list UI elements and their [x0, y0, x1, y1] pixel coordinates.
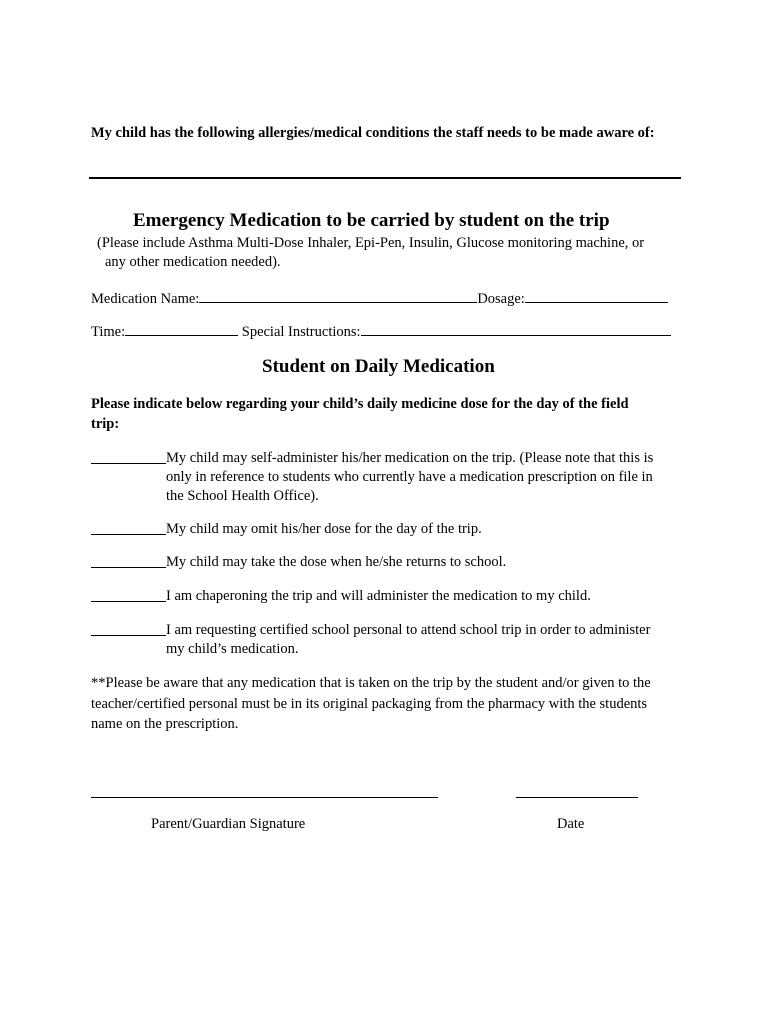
medication-name-label: Medication Name:: [91, 291, 200, 307]
option-chaperoning: [91, 587, 591, 608]
option-certified-personal-blank[interactable]: [91, 621, 166, 636]
option-text-line: I am chaperoning the trip and will administer the medication to my child.: [166, 588, 591, 604]
time-label: Time:: [91, 324, 126, 340]
dosage-field[interactable]: [525, 288, 668, 303]
daily-heading: Student on Daily Medication: [262, 356, 495, 377]
option-omit-dose-text: [166, 520, 482, 539]
notice-line-3: name on the prescription.: [91, 716, 239, 732]
medication-name-field[interactable]: [199, 288, 477, 303]
medication-name-row: [91, 288, 668, 308]
option-text-line: My child may take the dose when he/she returns to school.: [166, 554, 507, 570]
allergies-prompt: My child has the following allergies/medical conditions the staff needs to be made aware of:: [91, 125, 655, 141]
special-instructions-label: Special Instructions:: [241, 324, 361, 340]
time-field[interactable]: [125, 321, 238, 336]
emergency-heading: Emergency Medication to be carried by student on the trip: [133, 210, 610, 231]
option-omit-dose-blank[interactable]: [91, 520, 166, 535]
daily-instruction-line-2: trip:: [91, 416, 120, 432]
time-row: [91, 321, 671, 341]
notice-line-1: **Please be aware that any medication that is taken on the trip by the student and/or given to the: [91, 675, 651, 691]
emergency-note-line-1: (Please include Asthma Multi-Dose Inhaler, Epi-Pen, Insulin, Glucose monitoring machine, or: [97, 235, 645, 251]
option-self-administer-text: [166, 449, 653, 506]
parent-signature-label: Parent/Guardian Signature: [151, 816, 306, 832]
option-chaperoning-text: [166, 587, 591, 606]
option-dose-on-return-blank[interactable]: [91, 553, 166, 568]
daily-instruction-line-1: Please indicate below regarding your child’s daily medicine dose for the day of the field: [91, 396, 629, 412]
option-dose-on-return: [91, 553, 507, 574]
option-chaperoning-blank[interactable]: [91, 587, 166, 602]
option-text-line: my child’s medication.: [166, 641, 299, 657]
date-line[interactable]: [516, 797, 638, 798]
option-dose-on-return-text: [166, 553, 506, 572]
option-text-line: My child may omit his/her dose for the day of the trip.: [166, 521, 482, 537]
special-instructions-field[interactable]: [361, 321, 671, 336]
option-text-line: the School Health Office).: [166, 488, 319, 504]
option-omit-dose: [91, 520, 482, 541]
option-self-administer: [91, 449, 654, 504]
option-self-administer-blank[interactable]: [91, 449, 166, 464]
emergency-note-line-2: any other medication needed).: [105, 254, 281, 270]
parent-signature-line[interactable]: [91, 797, 438, 798]
option-text-line: My child may self-administer his/her medication on the trip. (Please note that this is: [166, 450, 654, 466]
allergies-answer-line[interactable]: [89, 177, 681, 179]
dosage-label: Dosage:: [477, 291, 525, 307]
option-certified-personal-text: [166, 621, 650, 659]
option-text-line: only in reference to students who currently have a medication prescription on file in: [166, 469, 653, 485]
date-label: Date: [557, 816, 585, 832]
option-certified-personal: [91, 621, 651, 657]
option-text-line: I am requesting certified school personal to attend school trip in order to administer: [166, 622, 651, 638]
notice-line-2: teacher/certified personal must be in its original packaging from the pharmacy with the students: [91, 696, 648, 712]
